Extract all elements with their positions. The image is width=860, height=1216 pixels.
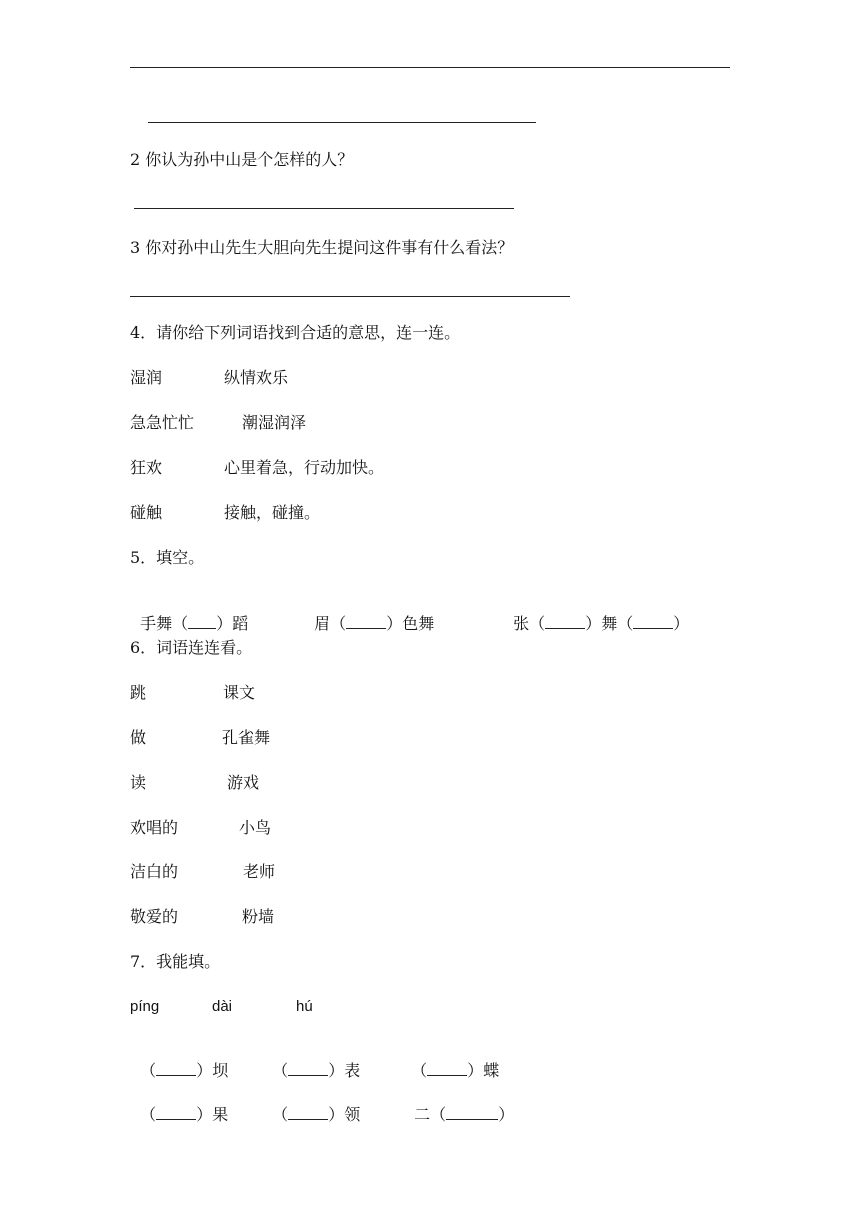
q5-item-1 <box>130 593 248 634</box>
q4-title: 4．请你给下列词语找到合适的意思，连一连。 <box>130 323 461 342</box>
q2-answer-line[interactable] <box>134 208 514 209</box>
suffix-text: ） <box>498 1105 515 1124</box>
q4-right-meaning[interactable]: 潮湿润泽 <box>242 413 307 432</box>
q5-item-3-mid: ）舞（ <box>585 614 634 633</box>
q5-blank-2[interactable] <box>346 613 386 629</box>
q7-row2-item-1 <box>130 1084 228 1125</box>
q6-left-word[interactable]: 洁白的 <box>130 862 179 881</box>
q6-left-word[interactable]: 敬爱的 <box>130 907 179 926</box>
q5-item-1-pre: 手舞（ <box>140 614 189 633</box>
q6-right-word[interactable]: 课文 <box>223 683 256 702</box>
q7-row2-item-3 <box>404 1084 514 1125</box>
q7-title: 7．我能填。 <box>130 952 221 971</box>
q5-item-2 <box>304 593 434 634</box>
q4-right-meaning[interactable]: 接触，碰撞。 <box>224 503 321 522</box>
q4-left-word[interactable]: 碰触 <box>130 503 163 522</box>
q4-left-word[interactable]: 湿润 <box>130 368 163 387</box>
q5-item-3-post: ） <box>673 614 690 633</box>
q4-right-meaning[interactable]: 心里着急，行动加快。 <box>224 458 385 477</box>
q5-blank-4[interactable] <box>633 613 673 629</box>
paren-open: 二（ <box>414 1105 447 1124</box>
suffix-text: ）蝶 <box>467 1061 500 1080</box>
q6-left-word[interactable]: 跳 <box>130 683 147 702</box>
q5-blank-1[interactable] <box>188 613 216 629</box>
q6-left-word[interactable]: 欢唱的 <box>130 818 179 837</box>
q6-right-word[interactable]: 老师 <box>243 862 276 881</box>
header-rule <box>130 67 730 68</box>
q7-pinyin-3: hú <box>296 998 313 1015</box>
q7-row1-item-3 <box>401 1040 499 1081</box>
q5-item-2-post: ）色舞 <box>386 614 435 633</box>
paren-open: （ <box>140 1105 157 1124</box>
q7-row1-item-2 <box>262 1040 360 1081</box>
q7-blank[interactable] <box>446 1104 498 1120</box>
suffix-text: ）坝 <box>196 1061 229 1080</box>
q6-title: 6．词语连连看。 <box>130 638 253 657</box>
q7-row1-item-1 <box>130 1040 228 1081</box>
q3-answer-line[interactable] <box>130 296 570 297</box>
paren-open: （ <box>272 1061 289 1080</box>
q5-item-3-pre: 张（ <box>513 614 546 633</box>
q6-left-word[interactable]: 读 <box>130 773 147 792</box>
paren-open: （ <box>140 1061 157 1080</box>
q6-right-word[interactable]: 游戏 <box>227 773 260 792</box>
q7-pinyin-2: dài <box>212 998 233 1015</box>
q1-answer-line[interactable] <box>148 122 536 123</box>
q7-blank[interactable] <box>427 1060 467 1076</box>
q7-pinyin-1: píng <box>130 998 160 1015</box>
q5-item-1-post: ）蹈 <box>216 614 249 633</box>
q7-row2-item-2 <box>262 1084 360 1125</box>
q4-left-word[interactable]: 急急忙忙 <box>130 413 195 432</box>
q5-item-3 <box>503 593 689 634</box>
q7-blank[interactable] <box>288 1104 328 1120</box>
q6-left-word[interactable]: 做 <box>130 728 147 747</box>
suffix-text: ）领 <box>328 1105 361 1124</box>
paren-open: （ <box>272 1105 289 1124</box>
q2-question: 2 你认为孙中山是个怎样的人？ <box>130 150 354 169</box>
q4-left-word[interactable]: 狂欢 <box>130 458 163 477</box>
q5-blank-3[interactable] <box>545 613 585 629</box>
suffix-text: ）果 <box>196 1105 229 1124</box>
q6-right-word[interactable]: 粉墙 <box>242 907 275 926</box>
q5-title: 5．填空。 <box>130 548 205 567</box>
paren-open: （ <box>411 1061 428 1080</box>
q7-blank[interactable] <box>288 1060 328 1076</box>
q5-item-2-pre: 眉（ <box>314 614 347 633</box>
q4-right-meaning[interactable]: 纵情欢乐 <box>224 368 289 387</box>
q7-blank[interactable] <box>156 1104 196 1120</box>
suffix-text: ）表 <box>328 1061 361 1080</box>
q6-right-word[interactable]: 小鸟 <box>239 818 272 837</box>
q6-right-word[interactable]: 孔雀舞 <box>222 728 271 747</box>
q7-blank[interactable] <box>156 1060 196 1076</box>
q3-question: 3 你对孙中山先生大胆向先生提问这件事有什么看法？ <box>130 238 514 257</box>
